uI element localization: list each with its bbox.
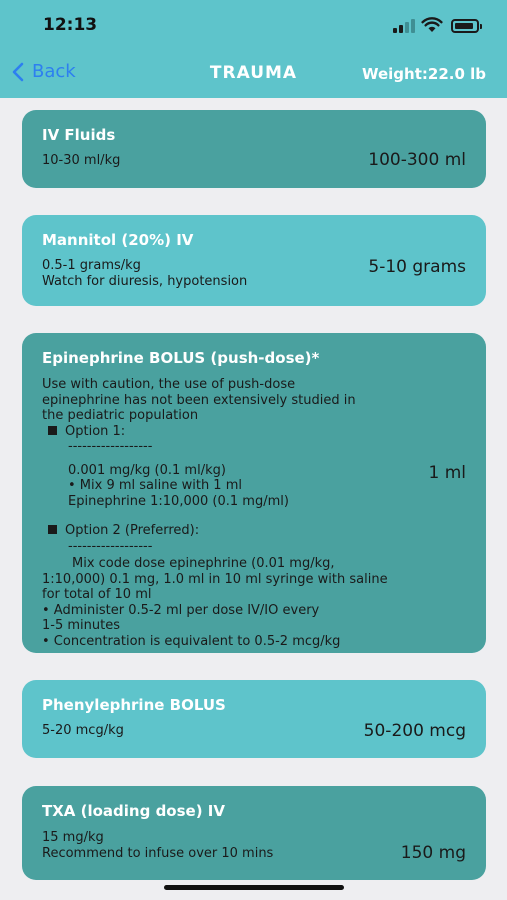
option-2-line: • Concentration is equivalent to 0.5-2 mcg/kg: [42, 633, 341, 649]
option-1-line: • Mix 9 ml saline with 1 ml: [68, 478, 242, 493]
option-2-line: 1:10,000) 0.1 mg, 1.0 ml in 10 ml syringe with saline: [42, 571, 388, 587]
drug-name: Epinephrine BOLUS (push-dose)*: [42, 349, 320, 367]
drug-dose: 50-200 mcg: [363, 721, 466, 741]
divider-dashes: ------------------: [68, 439, 153, 454]
drug-name: Phenylephrine BOLUS: [42, 696, 226, 714]
drug-dosing: 0.5-1 grams/kg: [42, 258, 141, 273]
drug-dosing: 5-20 mcg/kg: [42, 723, 124, 738]
drug-card-mannitol[interactable]: [22, 215, 486, 306]
option-1-line: 0.001 mg/kg (0.1 ml/kg): [68, 462, 226, 478]
drug-name: Mannitol (20%) IV: [42, 231, 194, 249]
option-2-heading: Option 2 (Preferred):: [42, 523, 466, 539]
drug-card-txa[interactable]: [22, 786, 486, 880]
status-bar: [0, 0, 507, 48]
drug-note: Recommend to infuse over 10 mins: [42, 845, 274, 861]
status-time: 12:13: [43, 15, 98, 35]
signal-icon: [393, 19, 415, 33]
option-2-line: Mix code dose epinephrine (0.01 mg/kg,: [72, 556, 335, 571]
drug-name: IV Fluids: [42, 126, 116, 144]
wifi-icon: [421, 17, 443, 33]
caution-line: epinephrine has not been extensively studied in: [42, 392, 356, 408]
back-label: Back: [32, 61, 76, 82]
drug-card-iv-fluids[interactable]: [22, 110, 486, 188]
navigation-bar: [0, 48, 507, 98]
weight-display: Weight:22.0 lb: [361, 65, 486, 83]
option-2-line: for total of 10 ml: [42, 587, 152, 602]
home-indicator[interactable]: [164, 885, 344, 890]
drug-note: Watch for diuresis, hypotension: [42, 273, 248, 289]
option-2-line: • Administer 0.5-2 ml per dose IV/IO every: [42, 602, 320, 618]
option-2-line: 1-5 minutes: [42, 618, 120, 633]
drug-dosing: 15 mg/kg: [42, 830, 104, 845]
drug-dose: 100-300 ml: [368, 150, 466, 170]
option-1-heading: Option 1:: [42, 424, 466, 440]
drug-name: TXA (loading dose) IV: [42, 802, 225, 820]
drug-dose: 150 mg: [400, 843, 466, 863]
caution-line: the pediatric population: [42, 408, 199, 423]
drug-dosing: 10-30 ml/kg: [42, 153, 121, 168]
bullet-square-icon: [48, 525, 57, 534]
drug-dose: 5-10 grams: [368, 257, 466, 277]
drug-card-phenylephrine-bolus[interactable]: [22, 680, 486, 758]
option-1-line: Epinephrine 1:10,000 (0.1 mg/ml): [68, 493, 289, 509]
drug-dose: 1 ml: [428, 463, 466, 483]
caution-line: Use with caution, the use of push-dose: [42, 377, 296, 392]
drug-card-epinephrine-bolus[interactable]: [22, 333, 486, 653]
battery-icon: [451, 19, 479, 33]
divider-dashes: ------------------: [68, 538, 153, 554]
page-title: TRAUMA: [209, 63, 298, 83]
bullet-square-icon: [48, 426, 57, 435]
